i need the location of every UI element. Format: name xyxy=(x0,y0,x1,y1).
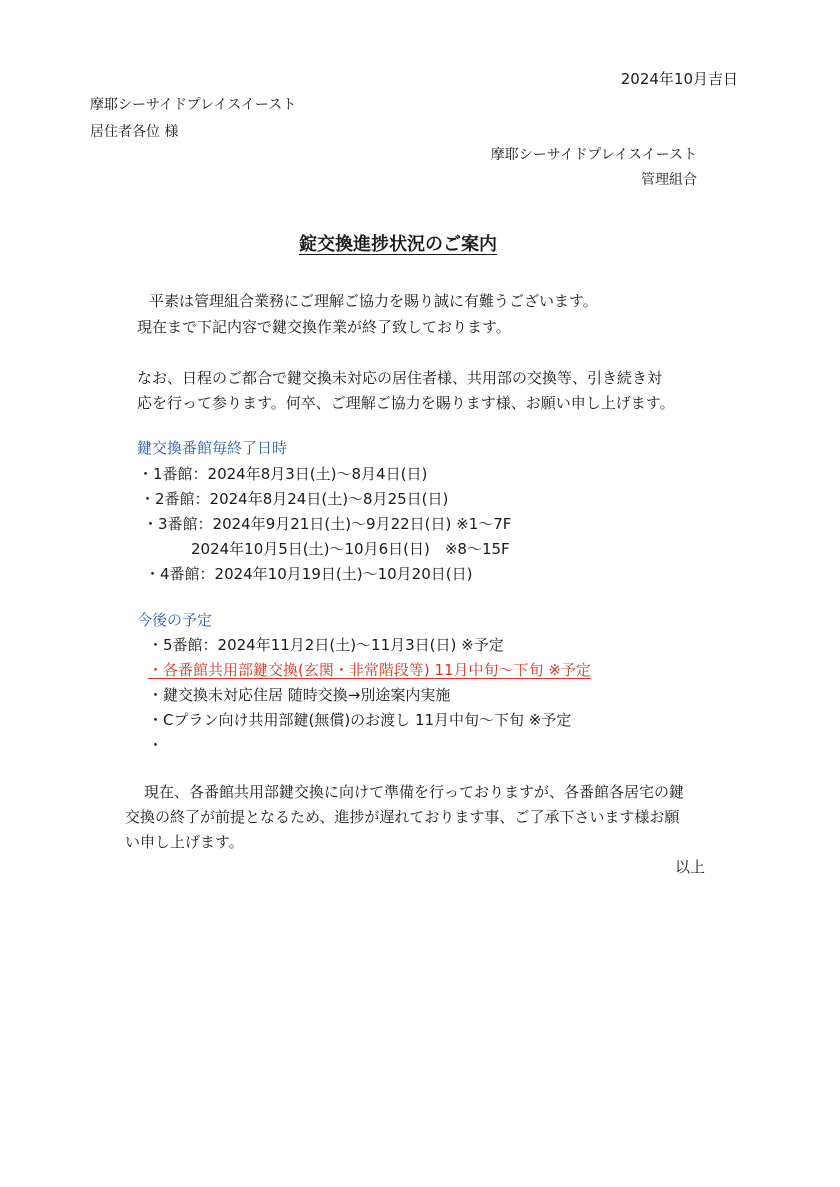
completed-item-building-3-upper: 2024年10月5日(土)～10月6日(日) ※8～15F xyxy=(191,540,510,558)
completed-heading: 鍵交換番館毎終了日時 xyxy=(137,439,288,457)
recipient-building: 摩耶シーサイドプレイスイースト xyxy=(90,97,297,113)
future-heading: 今後の予定 xyxy=(137,611,213,629)
closing-paragraph-line-1: 現在、各番館共用部鍵交換に向けて準備を行っておりますが、各番館各居宅の鍵 xyxy=(144,783,685,801)
completed-item-building-1: ・1番館：2024年8月3日(土)～8月4日(日) xyxy=(138,465,428,483)
completed-item-building-4: ・4番館：2024年10月19日(土)～10月20日(日) xyxy=(145,565,473,583)
future-item-common-area: ・各番館共用部鍵交換(玄関・非常階段等) 11月中旬～下旬 ※予定 xyxy=(148,661,591,679)
closing-word: 以上 xyxy=(674,858,705,876)
issue-date: 2024年10月吉日 xyxy=(620,70,738,88)
notice-line-2: 応を行って参ります。何卒、ご理解ご協力を賜ります様、お願い申し上げます。 xyxy=(137,394,675,412)
completed-item-building-2: ・2番館：2024年8月24日(土)～8月25日(日) xyxy=(140,490,449,508)
closing-paragraph-line-2: 交換の終了が前提となるため、進捗が遅れております事、ご了承下さいます様お願 xyxy=(125,808,680,826)
future-item-empty: ・ xyxy=(148,736,164,754)
notice-line-1: なお、日程のご都合で鍵交換未対応の居住者様、共用部の交換等、引き続き対 xyxy=(137,369,663,387)
future-item-building-5: ・5番館：2024年11月2日(土)～11月3日(日) ※予定 xyxy=(148,636,504,654)
recipient-residents: 居住者各位 様 xyxy=(90,124,179,140)
future-item-c-plan: ・Cプラン向け共用部鍵(無償)のお渡し 11月中旬～下旬 ※予定 xyxy=(148,711,572,729)
document-title: 錠交換進捗状況のご案内 xyxy=(299,234,497,255)
intro-line-2: 現在まで下記内容で鍵交換作業が終了致しております。 xyxy=(137,318,511,336)
future-item-unhandled: ・鍵交換未対応住居 随時交換→別途案内実施 xyxy=(148,686,451,704)
intro-line-1: 平素は管理組合業務にご理解ご協力を賜り誠に有難うございます。 xyxy=(149,292,598,310)
closing-paragraph-line-3: い申し上げます。 xyxy=(125,833,244,851)
completed-item-building-3: ・3番館：2024年9月21日(土)～9月22日(日) ※1～7F xyxy=(143,515,512,533)
sender-association: 管理組合 xyxy=(641,172,697,188)
sender-building: 摩耶シーサイドプレイスイースト xyxy=(490,147,697,163)
